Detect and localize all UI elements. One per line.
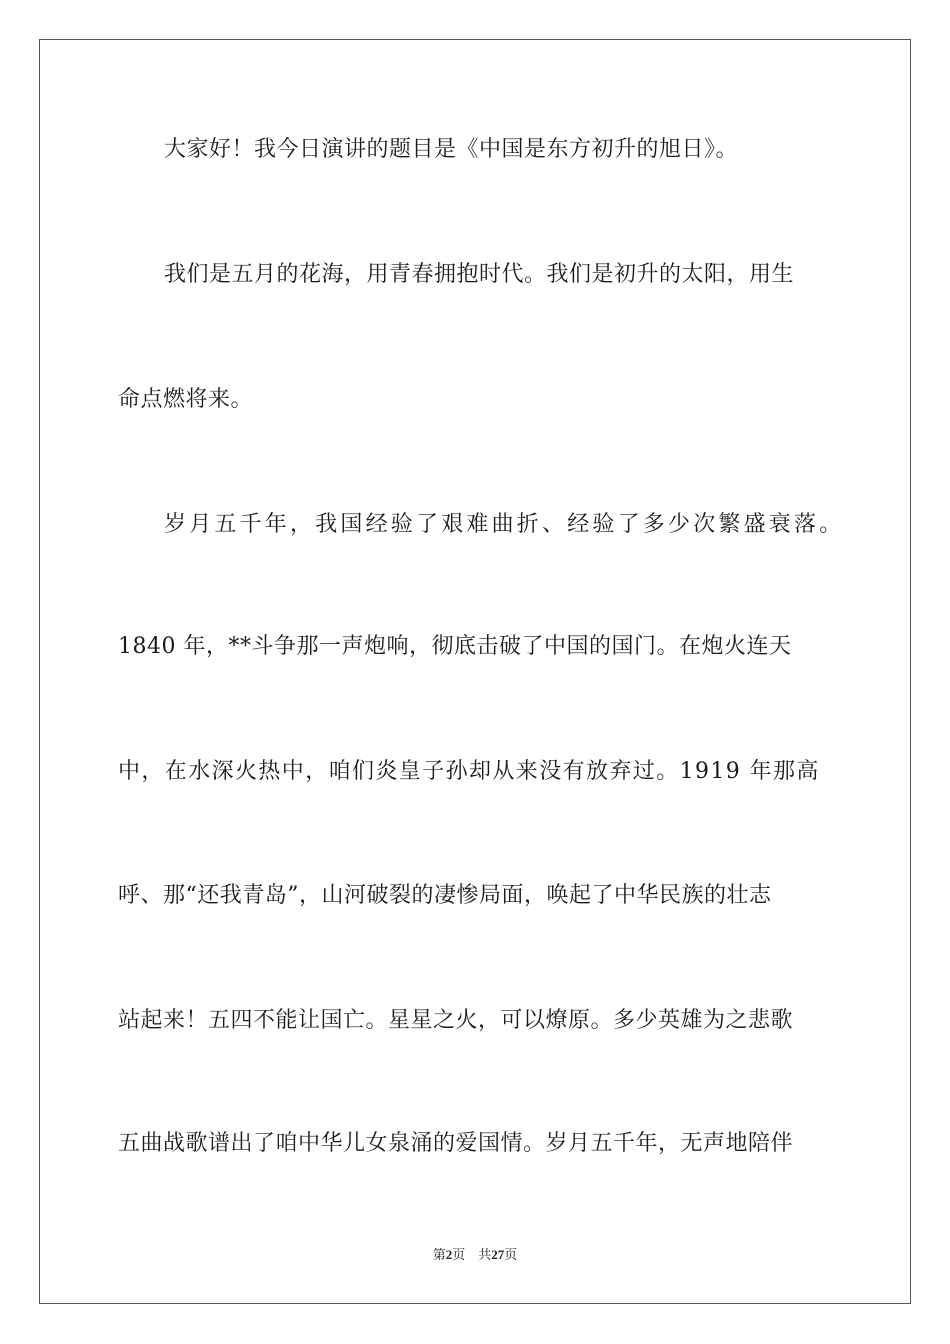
paragraph-line-8: 站起来！五四不能让国亡。星星之火，可以燎原。多少英雄为之悲歌 (118, 1008, 794, 1033)
footer-suffix: 页 (504, 1248, 518, 1263)
paragraph-line-5: 1840 年，**斗争那一声炮响，彻底击破了中国的国门。在炮火连天 (118, 634, 792, 659)
paragraph-line-3: 命点燃将来。 (118, 387, 254, 412)
footer-prefix: 第 (432, 1248, 446, 1263)
paragraph-line-7: 呼、那“还我青岛”，山河破裂的凄惨局面，唤起了中华民族的壮志 (118, 883, 772, 908)
paragraph-line-9: 五曲战歌谱出了咱中华儿女泉涌的爱国情。岁月五千年，无声地陪伴 (118, 1131, 794, 1156)
paragraph-line-2: 我们是五月的花海，用青春拥抱时代。我们是初升的太阳，用生 (164, 262, 795, 287)
paragraph-line-6: 中，在水深火热中，咱们炎皇子孙却从来没有放弃过。1919 年那高 (118, 759, 820, 784)
paragraph-line-4: 岁月五千年，我国经验了艰难曲折、经验了多少次繁盛衰落。 (164, 512, 845, 537)
page-footer (0, 1246, 950, 1265)
footer-total-pages: 27 (491, 1247, 505, 1262)
footer-mid: 页 共 (452, 1248, 492, 1263)
footer-page-number: 2 (445, 1247, 453, 1262)
paragraph-line-1: 大家好！我今日演讲的题目是《中国是东方初升的旭日》。 (164, 137, 739, 162)
page-border (39, 39, 911, 1304)
